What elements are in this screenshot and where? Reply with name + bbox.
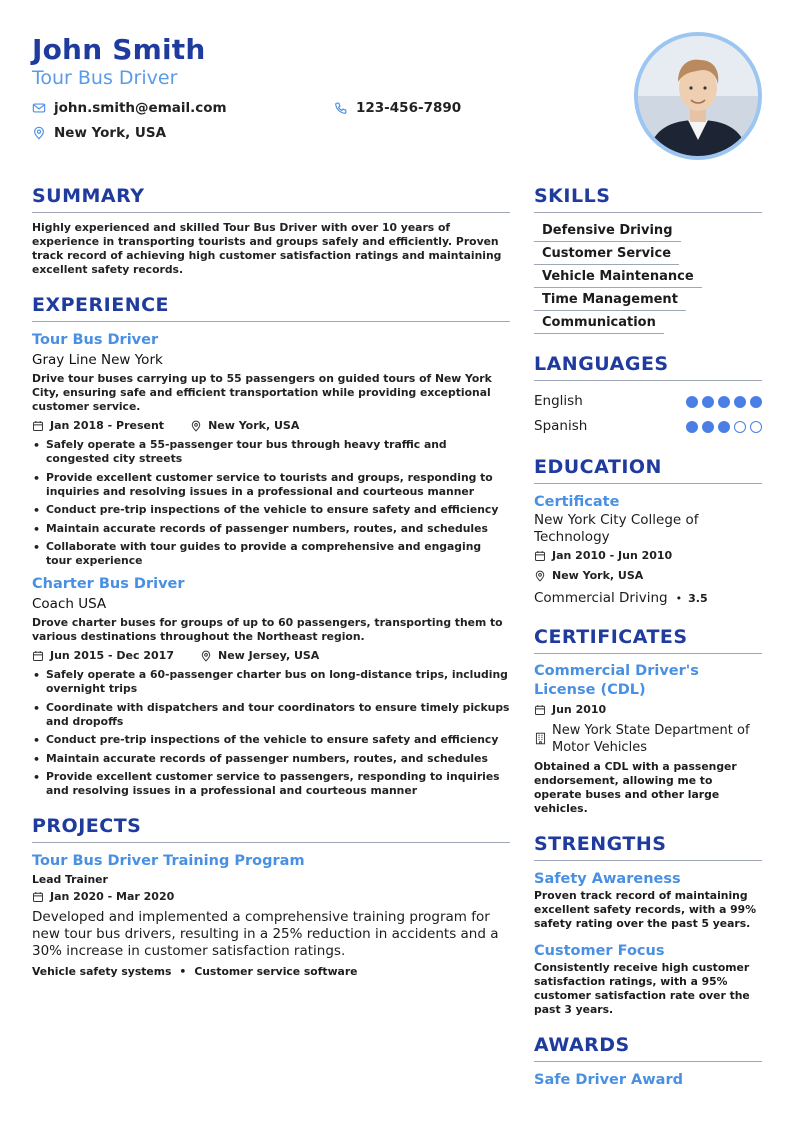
certificate-issuer: New York State Department of Motor Vehicles: [552, 723, 750, 755]
job-bullets: [32, 438, 510, 568]
proficiency-dot-filled: [686, 396, 698, 408]
candidate-role: Tour Bus Driver: [32, 67, 178, 89]
certificate-date: Jun 2010: [552, 703, 607, 716]
project-tag: Customer service software: [194, 965, 358, 978]
list-item: • Safely operate a 55-passenger tour bus through heavy traffic and congested city streets: [32, 438, 510, 466]
project-role: Lead Trainer: [32, 873, 108, 886]
skill-item: Customer Service: [534, 244, 679, 265]
job-title: Tour Bus Driver: [32, 332, 159, 348]
location-text: New York, USA: [54, 125, 167, 141]
projects-section: [32, 814, 510, 980]
strength-description: Consistently receive high customer satisfaction ratings, with a 95% customer satisfaction rate over the past 3 years.: [534, 961, 750, 1016]
calendar-icon: [32, 650, 44, 662]
skills-section: [534, 184, 762, 336]
language-name: English: [534, 393, 583, 409]
project-dates: Jan 2020 - Mar 2020: [50, 890, 175, 903]
project-entry: [32, 851, 510, 980]
job-meta: [32, 648, 510, 664]
summary-section: [32, 184, 510, 277]
phone-icon: [334, 101, 348, 115]
calendar-icon: [534, 550, 546, 562]
education-gpa: 3.5: [688, 592, 708, 605]
certificate-description: Obtained a CDL with a passenger endorsement, allowing me to operate buses and other large vehicles.: [534, 760, 737, 815]
strength-title: Customer Focus: [534, 943, 665, 959]
certificates-heading: CERTIFICATES: [534, 625, 762, 654]
summary-heading: SUMMARY: [32, 184, 510, 213]
project-title: Tour Bus Driver Training Program: [32, 853, 305, 869]
proficiency-dot-filled: [718, 421, 730, 433]
award-title: Safe Driver Award: [534, 1072, 683, 1088]
project-description: Developed and implemented a comprehensive training program for new tour bus drivers, resulting in a 25% reduction in accidents and a 30% increase in customer satisfaction ratings.: [32, 909, 499, 959]
proficiency-dot-filled: [750, 396, 762, 408]
language-name: Spanish: [534, 418, 588, 434]
strengths-heading: STRENGTHS: [534, 832, 762, 861]
certificate-name: Commercial Driver's License (CDL): [534, 663, 699, 698]
location-contact: [32, 125, 166, 141]
list-item: • Safely operate a 60-passenger charter bus on long-distance trips, including overnight trips: [32, 668, 510, 696]
skills-heading: SKILLS: [534, 184, 762, 213]
company-name: Coach USA: [32, 596, 107, 612]
awards-section: [534, 1033, 762, 1090]
awards-heading: AWARDS: [534, 1033, 762, 1062]
project-tags: Vehicle safety systems • Customer service software: [32, 965, 358, 978]
list-item: • Maintain accurate records of passenger numbers, routes, and schedules: [32, 522, 510, 536]
phone-text: 123-456-7890: [356, 100, 462, 116]
education-location-row: [534, 568, 762, 584]
proficiency-dot-filled: [702, 421, 714, 433]
education-location: New York, USA: [552, 569, 644, 582]
location-pin-icon: [32, 126, 46, 140]
list-item: • Conduct pre-trip inspections of the vehicle to ensure safety and efficiency: [32, 503, 510, 517]
job-description: Drive tour buses carrying up to 55 passengers on guided tours of New York City, ensuring safe and efficient transportation while providing exceptional customer service.: [32, 372, 492, 413]
email-contact[interactable]: [32, 100, 227, 116]
experience-entry: [32, 330, 510, 568]
education-dates: Jan 2010 - Jun 2010: [552, 549, 673, 562]
list-item: • Maintain accurate records of passenger numbers, routes, and schedules: [32, 752, 510, 766]
calendar-icon: [534, 704, 546, 716]
project-tag: Vehicle safety systems: [32, 965, 172, 978]
email-icon: [32, 101, 46, 115]
proficiency-dot-filled: [718, 396, 730, 408]
experience-entry: [32, 574, 510, 798]
skill-item: Communication: [534, 313, 664, 334]
strengths-section: [534, 832, 762, 1017]
skill-item: Vehicle Maintenance: [534, 267, 702, 288]
list-item: • Collaborate with tour guides to provide a comprehensive and engaging tour experience: [32, 540, 510, 568]
list-item: • Provide excellent customer service to passengers, responding to inquiries and resolving issues in a professional and courteous manner: [32, 770, 510, 798]
summary-text: Highly experienced and skilled Tour Bus Driver with over 10 years of experience in transporting tourists and groups safely and efficiently. Proven track record of achieving high customer satisfaction ratings and maintaining excellent safety records.: [32, 221, 502, 276]
education-field-row: Commercial Driving • 3.5: [534, 590, 708, 606]
proficiency-dot-filled: [702, 396, 714, 408]
proficiency-dot-empty: [734, 421, 746, 433]
right-column: [534, 184, 762, 1106]
languages-section: [534, 352, 762, 439]
job-title: Charter Bus Driver: [32, 576, 185, 592]
email-text: john.smith@email.com: [54, 100, 227, 116]
job-bullets: [32, 668, 510, 798]
job-location: New York, USA: [208, 419, 300, 432]
skill-item: Defensive Driving: [534, 221, 681, 242]
portrait-illustration: [638, 36, 758, 156]
location-pin-icon: [190, 420, 202, 432]
calendar-icon: [32, 891, 44, 903]
proficiency-dot-filled: [686, 421, 698, 433]
education-dates-row: [534, 548, 762, 564]
company-name: Gray Line New York: [32, 352, 163, 368]
language-row: [534, 414, 762, 439]
education-section: [534, 455, 762, 609]
location-pin-icon: [200, 650, 212, 662]
calendar-icon: [32, 420, 44, 432]
job-meta: [32, 418, 510, 434]
strength-title: Safety Awareness: [534, 871, 681, 887]
list-item: • Coordinate with dispatchers and tour coordinators to ensure timely pickups and dropoffs: [32, 701, 510, 729]
profile-photo: [634, 32, 762, 160]
proficiency-dots: [686, 396, 762, 408]
job-dates: Jan 2018 - Present: [50, 419, 165, 432]
education-degree: Certificate: [534, 494, 620, 510]
experience-section: [32, 293, 510, 798]
proficiency-dots: [686, 421, 762, 433]
languages-heading: LANGUAGES: [534, 352, 762, 381]
skills-list: [534, 221, 762, 336]
education-heading: EDUCATION: [534, 455, 762, 484]
certificates-section: [534, 625, 762, 816]
job-dates: Jun 2015 - Dec 2017: [50, 649, 174, 662]
skill-item: Time Management: [534, 290, 686, 311]
language-row: [534, 389, 762, 414]
resume-header: [32, 32, 762, 162]
candidate-name: John Smith: [32, 33, 206, 66]
proficiency-dot-empty: [750, 421, 762, 433]
building-icon: [534, 732, 547, 745]
list-item: • Provide excellent customer service to tourists and groups, responding to inquiries and resolving issues in a professional and courteous manner: [32, 471, 510, 499]
education-school: New York City College of Technology: [534, 512, 699, 545]
proficiency-dot-filled: [734, 396, 746, 408]
experience-heading: EXPERIENCE: [32, 293, 510, 322]
location-pin-icon: [534, 570, 546, 582]
certificate-date-row: [534, 702, 762, 718]
projects-heading: PROJECTS: [32, 814, 510, 843]
education-field: Commercial Driving: [534, 590, 668, 606]
strength-description: Proven track record of maintaining excellent safety records, with a 99% safety rating over the past 5 years.: [534, 889, 757, 930]
certificate-issuer-row: [534, 722, 762, 756]
left-column: [32, 184, 510, 996]
list-item: • Conduct pre-trip inspections of the vehicle to ensure safety and efficiency: [32, 733, 510, 747]
project-meta: [32, 889, 510, 905]
job-location: New Jersey, USA: [217, 649, 320, 662]
job-description: Drove charter buses for groups of up to 60 passengers, transporting them to various destinations throughout the Northeast region.: [32, 616, 503, 643]
phone-contact[interactable]: [334, 100, 461, 116]
